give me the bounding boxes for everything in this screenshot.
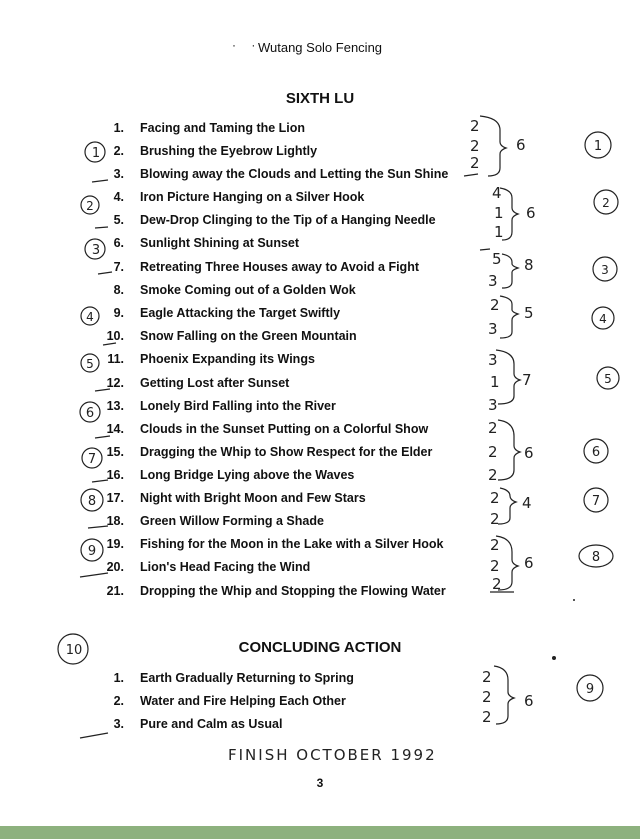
brace-mark xyxy=(480,116,506,176)
dash-mark xyxy=(95,227,108,228)
count-mark: 2 xyxy=(490,296,500,314)
right-circle-mark xyxy=(584,439,608,463)
right-circle-number: 7 xyxy=(591,494,601,509)
count-mark: 2 xyxy=(482,708,492,726)
count-mark: 3 xyxy=(488,396,498,414)
left-circle-number: 8 xyxy=(87,494,97,509)
count-mark: 2 xyxy=(470,117,480,135)
group-total: 7 xyxy=(522,371,532,389)
left-circle-number: 4 xyxy=(86,310,94,324)
left-circle-number: 2 xyxy=(86,199,94,213)
left-circle-mark xyxy=(81,307,99,325)
count-mark: 1 xyxy=(490,373,500,391)
left-circle-number: 10 xyxy=(65,643,83,658)
right-circle-mark xyxy=(579,545,613,567)
brace-mark xyxy=(496,350,520,404)
group-total: 4 xyxy=(522,494,532,512)
right-circle-number: 3 xyxy=(601,263,609,277)
left-circle-number: 5 xyxy=(86,357,94,371)
right-circle-number: 6 xyxy=(591,445,601,460)
right-circle-number: 2 xyxy=(602,196,610,210)
document-header xyxy=(0,40,640,55)
count-mark: 1 xyxy=(494,204,504,222)
left-circle-number: 1 xyxy=(91,146,101,161)
right-circle-number: 8 xyxy=(591,550,601,565)
brace-mark xyxy=(498,420,520,480)
right-circle-mark xyxy=(592,307,614,329)
count-mark: 2 xyxy=(490,510,500,528)
brace-mark xyxy=(502,254,518,288)
group-total: 6 xyxy=(524,692,534,710)
ink-dot xyxy=(573,599,575,601)
right-circle-number: 5 xyxy=(604,372,612,386)
right-circle-mark xyxy=(584,488,608,512)
section-title-sixth-lu: SIXTH LU xyxy=(285,90,355,107)
count-mark: 2 xyxy=(490,536,500,554)
count-mark: 2 xyxy=(488,443,498,461)
ink-dot xyxy=(552,656,556,660)
group-total: 5 xyxy=(524,304,534,322)
right-circle-mark xyxy=(597,367,619,389)
count-mark: 2 xyxy=(490,557,500,575)
right-circle-mark xyxy=(594,190,618,214)
dash-mark xyxy=(480,249,490,250)
dash-mark xyxy=(103,343,116,345)
document-title: Wutang Solo Fencing xyxy=(257,40,383,55)
handwritten-finish-note: FINISH OCTOBER 1992 xyxy=(228,746,437,764)
dash-mark xyxy=(80,733,108,738)
right-circle-number: 9 xyxy=(585,682,595,697)
group-total: 6 xyxy=(526,204,536,222)
count-mark: 2 xyxy=(488,419,498,437)
left-circle-mark xyxy=(81,196,99,214)
left-circle-mark xyxy=(80,402,100,422)
count-mark: 3 xyxy=(488,351,498,369)
left-circle-number: 3 xyxy=(91,243,101,258)
scan-edge-strip xyxy=(0,826,640,839)
right-circle-mark xyxy=(585,132,611,158)
section-title-concluding-action: CONCLUDING ACTION xyxy=(238,639,402,656)
count-mark: 2 xyxy=(492,575,502,593)
header-dots: · · xyxy=(232,38,262,52)
left-circle-mark xyxy=(81,354,99,372)
right-circle-mark xyxy=(593,257,617,281)
brace-mark xyxy=(500,188,518,240)
count-mark: 2 xyxy=(470,154,480,172)
page-number: 3 xyxy=(316,776,324,790)
count-mark: 2 xyxy=(482,668,492,686)
group-total: 8 xyxy=(524,256,534,274)
count-mark: 2 xyxy=(482,688,492,706)
count-mark: 5 xyxy=(492,250,502,268)
right-circle-number: 4 xyxy=(599,312,607,326)
left-circle-number: 9 xyxy=(87,544,97,559)
count-mark: 2 xyxy=(488,466,498,484)
left-circle-number: 6 xyxy=(85,406,95,421)
left-circle-number: 7 xyxy=(87,452,97,467)
group-total: 6 xyxy=(516,136,526,154)
brace-mark xyxy=(494,666,514,724)
brace-mark xyxy=(500,296,518,338)
count-mark: 4 xyxy=(492,184,502,202)
brace-mark xyxy=(496,536,518,590)
group-total: 6 xyxy=(524,444,534,462)
group-total: 6 xyxy=(524,554,534,572)
count-mark: 2 xyxy=(490,489,500,507)
count-mark: 3 xyxy=(488,272,498,290)
dash-mark xyxy=(95,436,110,438)
count-mark: 1 xyxy=(494,223,504,241)
dash-mark xyxy=(464,174,478,176)
count-mark: 3 xyxy=(488,320,498,338)
right-circle-mark xyxy=(577,675,603,701)
right-circle-number: 1 xyxy=(593,139,603,154)
left-circle-mark xyxy=(82,448,102,468)
brace-mark xyxy=(498,488,516,524)
count-mark: 2 xyxy=(470,137,480,155)
